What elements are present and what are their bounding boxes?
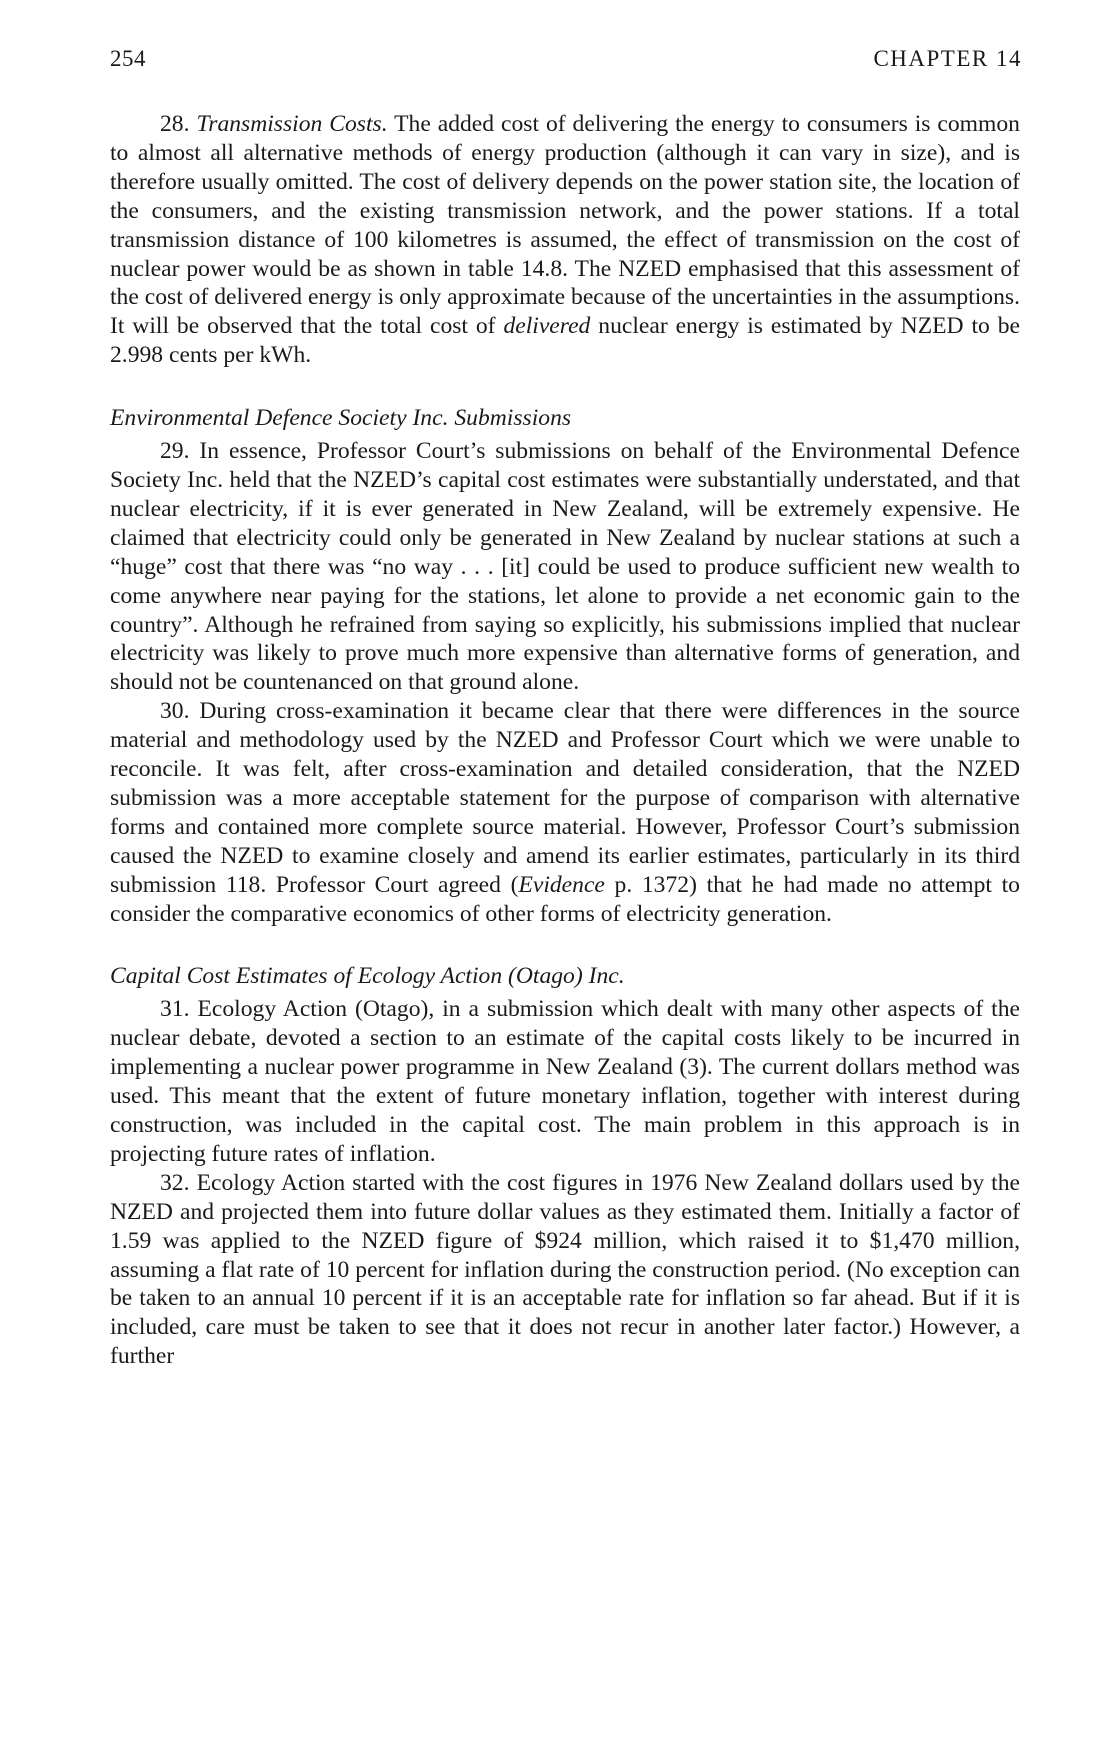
paragraph-30 [110,697,1020,928]
paragraph-text: The added cost of delivering the energy to consumers is common to almost all alternative methods of energy production (although it can vary in size), and is therefore usually omitted. The cost of delivery depends on the power station site, the location of the consumers, and the existing transmission network, and the power stations. If a total transmission distance of 100 kilometres is assumed, the effect of transmission on the cost of nuclear power would be as shown in table 14.8. The NZED emphasised that this assessment of the cost of delivered energy is only approximate because of the uncertainties in the assumptions. It will be observed that the total cost of [110,111,1020,340]
paragraph-28 [110,110,1020,370]
paragraph-text-continued: nuclear energy is estimated by NZED to be 2.998 cents per kWh. [110,313,1021,369]
page-number: 254 [110,46,146,71]
emphasis-evidence: Evidence [518,871,605,898]
paragraph-number: 29. [160,438,190,465]
chapter-label: CHAPTER 14 [873,46,1022,71]
body-text [110,110,1020,1371]
paragraph-number: 32. [160,1169,190,1196]
paragraph-number: 31. [160,996,190,1023]
emphasis-delivered: delivered [503,313,591,340]
runin-heading-transmission-costs: Transmission Costs. [196,111,388,137]
section-heading-ecology-action: Capital Cost Estimates of Ecology Action (Otago) Inc. [110,963,625,990]
paragraph-text-continued: p. 1372) that he had made no attempt to consider the comparative economics of other forms of electricity generation. [110,871,1020,927]
running-header [110,46,1022,76]
paragraph-text: During cross-examination it became clear that there were differences in the source material and methodology used by the NZED and Professor Court which we were unable to reconcile. It was felt, after cross-examination and detailed consideration, that the NZED submission was a more acceptable statement for the purpose of comparison with alternative forms and contained more complete source material. However, Professor Court’s submission caused the NZED to examine closely and amend its earlier estimates, particularly in its third submission 118. Professor Court agreed ( [110,698,1020,898]
paragraph-text: Ecology Action (Otago), in a submission which dealt with many other aspects of the nuclear debate, devoted a section to an estimate of the capital costs likely to be incurred in implementing a nuclear power programme in New Zealand (3). The current dollars method was used. This meant that the extent of future monetary inflation, together with interest during construction, was included in the capital cost. The main problem in this approach is in projecting future rates of inflation. [110,996,1020,1167]
paragraph-32 [110,1169,1020,1371]
paragraph-number: 30. [160,698,190,725]
paragraph-number: 28. [160,111,190,137]
paragraph-29 [110,437,1020,697]
paragraph-31 [110,995,1020,1168]
section-heading-eds: Environmental Defence Society Inc. Submissions [110,405,572,432]
paragraph-text: In essence, Professor Court’s submissions on behalf of the Environmental Defence Society Inc. held that the NZED’s capital cost estimates were substantially understated, and that nuclear electricity, if it is ever generated in New Zealand, will be extremely expensive. He claimed that electricity could only be generated in New Zealand by nuclear stations at such a “huge” cost that there was “no way . . . [it] could be used to produce sufficient new wealth to come anywhere near paying for the stations, let alone to provide a net economic gain to the country”. Although he refrained from saying so explicitly, his submissions implied that nuclear electricity was likely to prove much more expensive than alternative forms of generation, and should not be countenanced on that ground alone. [110,438,1020,696]
paragraph-text: Ecology Action started with the cost figures in 1976 New Zealand dollars used by the NZED and projected them into future dollar values as they estimated them. Initially a factor of 1.59 was applied to the NZED figure of $924 million, which raised it to $1,470 million, assuming a flat rate of 10 percent for inflation during the construction period. (No exception can be taken to an annual 10 percent if it is an acceptable rate for inflation so far ahead. But if it is included, care must be taken to see that it does not recur in another later factor.) However, a further [110,1169,1020,1370]
